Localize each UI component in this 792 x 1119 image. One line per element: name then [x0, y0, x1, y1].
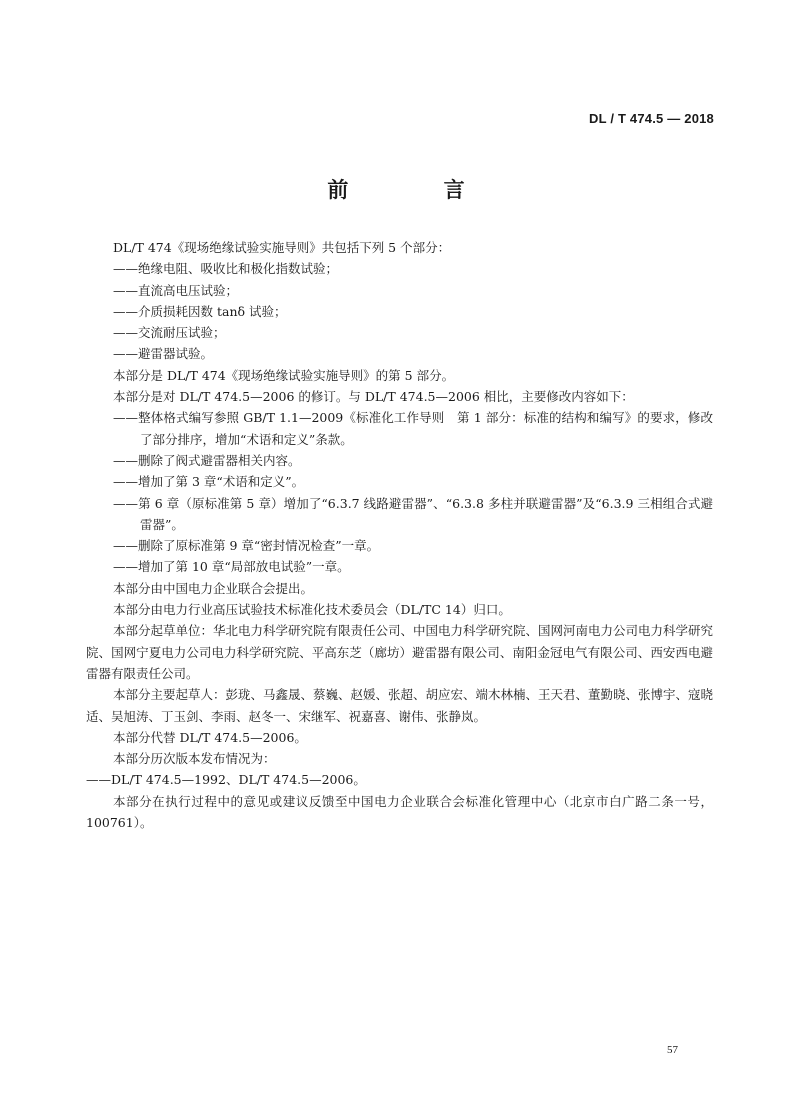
paragraph: 本部分历次版本发布情况为：	[113, 751, 276, 767]
list-item: ——介质损耗因数 tanδ 试验；	[113, 303, 287, 319]
change-item: ——增加了第 3 章“术语和定义”。	[113, 474, 305, 490]
list-item: ——DL/T 474.5—1992、DL/T 474.5—2006。	[86, 772, 366, 788]
paragraph: 本部分由电力行业高压试验技术标准化技术委员会（DL/TC 14）归口。	[113, 602, 511, 618]
change-item: ——删除了阀式避雷器相关内容。	[113, 452, 301, 468]
foreword-body	[86, 237, 714, 833]
page-number: 57	[667, 1044, 678, 1056]
change-item: ——第 6 章（原标准第 5 章）增加了“6.3.7 线路避雷器”、“6.3.8 多柱并联避雷器”及“6.3.9 三相组合式避雷器”。	[113, 495, 713, 532]
paragraph: 本部分是对 DL/T 474.5—2006 的修订。与 DL/T 474.5—2006 相比，主要修改内容如下：	[113, 389, 634, 405]
list-item: ——直流高电压试验；	[113, 282, 239, 298]
change-item: ——增加了第 10 章“局部放电试验”一章。	[113, 559, 350, 575]
change-item: ——删除了原标准第 9 章“密封情况检查”一章。	[113, 538, 380, 554]
paragraph-intro: DL/T 474《现场绝缘试验实施导则》共包括下列 5 个部分：	[113, 240, 451, 255]
paragraph: 本部分由中国电力企业联合会提出。	[113, 580, 314, 596]
paragraph-drafters: 本部分主要起草人：彭珑、马鑫晟、蔡巍、赵媛、张超、胡应宏、端木林楠、王天君、董勤晓、张博宇、寇晓适、吴旭涛、丁玉剑、李雨、赵冬一、宋继军、祝嘉喜、谢伟、张静岚。	[86, 687, 714, 724]
paragraph-drafting-units: 本部分起草单位：华北电力科学研究院有限责任公司、中国电力科学研究院、国网河南电力公司电力科学研究院、国网宁夏电力公司电力科学研究院、平高东芝（廊坊）避雷器有限公司、南阳金冠电气有限公司、西安西电避雷器有限责任公司。	[86, 623, 714, 681]
standard-code: DL / T 474.5 — 2018	[589, 111, 714, 126]
paragraph: 本部分代替 DL/T 474.5—2006。	[113, 729, 307, 745]
list-item: ——避雷器试验。	[113, 346, 214, 362]
page-title: 前 言	[327, 178, 509, 202]
change-item: ——整体格式编写参照 GB/T 1.1—2009《标准化工作导则 第 1 部分：标准的结构和编写》的要求，修改了部分排序，增加“术语和定义”条款。	[113, 410, 713, 447]
list-item: ——交流耐压试验；	[113, 325, 226, 341]
paragraph: 本部分是 DL/T 474《现场绝缘试验实施导则》的第 5 部分。	[113, 367, 455, 383]
paragraph-feedback: 本部分在执行过程中的意见或建议反馈至中国电力企业联合会标准化管理中心（北京市白广路二条一号，100761）。	[86, 793, 713, 831]
list-item: ——绝缘电阻、吸收比和极化指数试验；	[113, 261, 339, 277]
